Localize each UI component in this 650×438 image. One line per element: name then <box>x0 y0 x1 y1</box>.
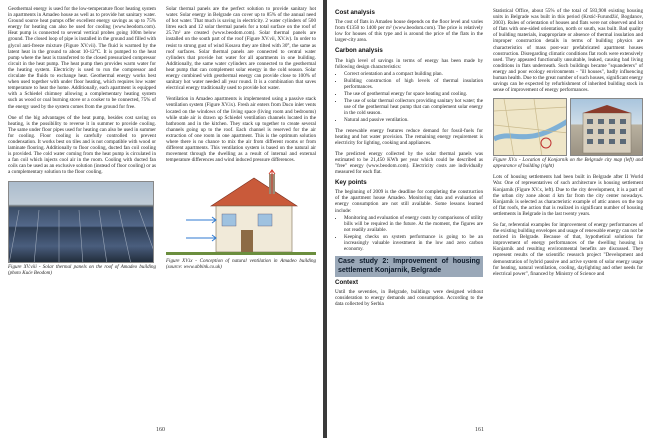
konjarnik-building-photo <box>570 98 643 156</box>
ventilation-paragraph: Ventilation in Amadeo apartments is implemented using a passive stack ventilation system (Figure XV.ix). Fresh air enters from Duco inlet vents located on the windows of the living space (living room and bedrooms) while stale air is drawn up Schiedel ventilation channels located in the bathroom and in the kitchen. They stack up together to create several channels going up to the roof. Each channel is reserved for the air extraction of one room in one apartment. This is the optimum solution where there is no chance to mix the air from different rooms or from different apartments. This ventilation system is based on the natural air movement through the dwelling as a result of internal and external temperature differences and wind induced pressure differences. <box>166 96 316 164</box>
konjarnik-figure <box>493 98 643 156</box>
key-points-paragraph: The beginning of 2009 is the deadline for completing the construction of the apartment house Amadeo. Monitoring data and evaluation of energy consumption are not still available. Some lessons learned include: <box>335 189 483 214</box>
page-number-right: 161 <box>475 427 484 433</box>
statistics-paragraph: Statistical Office, about 55% of the total of 583,908 existing housing units in Belgrade was built in this period (Krstić-Furundžić, Bogdanov, 2003). Rules of orientation of houses and flats were not observed and lot of flats with one-sided orientation, north or south, was built. Bad quality of building materials, inappropriate or absence of thermal insulation and improper construction details in terms of building physics are characteristics of mass post-war prefabricated apartment houses construction. Disregarding climatic conditions flat roofs were extensively used. They appeared functionally unsuitable, leaked, causing bad living conditions in flats underneath. Such buildings became "squanderers" of energy and poor ecology environments - "ill houses", badly influencing human health. Due to the great number of such houses, significant energy savings can be expected by refurbishment of inherited building stock in sense of improvement of energy performances. <box>493 8 643 94</box>
renewable-paragraph: The renewable energy features reduce demand for fossil-fuels for heating and hot water provision. The remaining energy requirement is electricity for lighting, cooking and appliances. <box>335 127 483 146</box>
key-points-list <box>335 215 483 253</box>
key-points-heading: Key points <box>335 179 367 187</box>
solar-panels-photo <box>8 181 154 263</box>
right-column-2 <box>493 8 643 282</box>
solar-photo-caption: Figure XV.viii - Solar thermal panels on the roof of Amadeo building (photo Kuće Beodom) <box>8 264 156 276</box>
referential-examples-paragraph: So far, referential examples for improvement of energy performances of the existing building envelopes and usage of renewable energy can not be noticed in Belgrade. Because of that, hypothetical solutions for improvement of energy performances of the dwelling housing in Konjarnik and resulting environmental benefits are discussed. They represent results of the scientific research project "Development and demonstration of hybrid passive and active system of solar energy usage for heating, natural ventilation, cooling, daylighting and other needs for electrical power", financed by Ministry of Science and <box>493 221 643 277</box>
list-item: • The use of geothermal energy for space heating and cooling. <box>344 91 483 97</box>
list-item: • Monitoring and evaluation of energy costs by comparisons of utility bills will be required in the future. At the moment, the figures are not readily available. <box>344 215 483 233</box>
carbon-analysis-heading: Carbon analysis <box>335 47 383 55</box>
left-page <box>0 0 323 438</box>
list-item: • The use of solar thermal collectors providing sanitary hot water; the use of the geothermal heat pump that can complement solar energy in the cold season. <box>344 98 483 116</box>
city-map-illustration <box>494 99 567 156</box>
list-item: • Correct orientation and a compact building plan. <box>344 71 483 77</box>
list-item: • Building construction of high levels of thermal insulation performances. <box>344 78 483 90</box>
right-page <box>327 0 650 438</box>
carbon-intro: The high level of savings in terms of energy has been made by following design characteristics: <box>335 57 483 70</box>
heat-pump-cooling-paragraph: One of the big advantages of the heat pump, besides cost saving on heating, is the possibility to reverse it in summer to provide cooling. The same under floor pipes used for heating can also be used in summer for cooling. Floor cooling is carefully controlled to prevent condensation. It works best on tiles and is not compatible with wood or laminate flooring. Additionally to floor cooling, ducted fan coil cooling is provided. The cold water coming from the heat pump is circulated in a fan coil which injects cool air in the room. Cooling with ducted fan coils can be used as an exclusive solution (instead of floor cooling) or as a complementary solution to the floor cooling. <box>8 114 156 176</box>
predicted-energy-paragraph: The predicted energy collected by the solar thermal panels was estimated to be 21,450 KWh per year which could be described as "free" energy (www.beodom.com). Electricity costs are individually measured for each flat. <box>335 150 483 176</box>
context-heading: Context <box>335 279 359 287</box>
cost-analysis-heading: Cost analysis <box>335 9 375 16</box>
carbon-bullet-list <box>335 71 483 124</box>
right-column-1 <box>335 8 483 313</box>
solar-thermal-paragraph: Solar thermal panels are the perfect solution to provide sanitary hot water. Solar energy in Belgrade can cover up to 85% of the annual need of hot water. That much is saving in electricity. 2 water cylinders of 500 litres each and 12 solar thermal panels for a total surface on the roof of 25.7m² are created (www.beodom.com). Solar thermal panels are installed on the south part of the roof (Figure XV.vii, XV.iv). In order to resist to strong gust of wind Kosava they are tilted with 30°, the same as roof surfaces. Solar thermal panels are connected to central water cylinders that provide hot water for all apartments in one building. Additionally, the same water cylinders are connected to the geothermal heat pump that can complement solar energy in the cold season. Solar energy combined with geothermal energy can provide close to 100% of sanitary hot water needed all year round. It is a combination that saves electrical energy traditionally used to provide hot water. <box>166 6 316 92</box>
list-item: • Keeping checks on system performance is going to be an increasingly valuable investment in the low and zero carbon economy. <box>344 234 483 252</box>
apartment-building-illustration <box>571 99 643 156</box>
list-item: • Natural and passive ventilation. <box>344 117 483 123</box>
house-ventilation-illustration <box>166 168 316 258</box>
geothermal-paragraph: Geothermal energy is used for the low-temperature floor heating system in apartments in Amadeo house as well as to provide hot sanitary water. Ground source heat pumps offer excellent energy savings as up to 75% energy for heating can also be used for cooling (www.beodom.com). Heat pump is connected to several vertical probes going 100m below ground. The closed loop of pipe is installed in the ground and filled with glycol anti-freeze mixture (Figure XV.vii). The fluid is warmed by the latent heat in the ground to about 10-12°C. It is pumped to the heat pump where the heat is transferred to the closed pressurized compressor circuit in the heat pump. The heat pump then provides warm water for the heating system. Electricity is used to run the compressor and circulate the fluids to exchange heat. Geothermal energy works best when used together with under floor heating, which requires low water temperature to heat the home. Additionally, each apartment is equipped with a Schiedel chimney allowing a complementary heating system such as wood or coal burning stove or a cooker to be connected, 75% of the energy used by the system comes from the ground for free. <box>8 6 156 110</box>
konjarnik-caption: Figure XV.x - Location of Konjarnik on the Belgrade city map (left) and appearance of building (right) <box>493 158 643 170</box>
konjarnik-map <box>493 98 567 156</box>
case-study-heading: Case study 2: Improvement of housing settlement Konjarnik, Belgrade <box>335 256 483 277</box>
page-number-left: 160 <box>156 427 165 433</box>
cost-analysis-paragraph: The cost of flats in Amadeo house depends on the floor level and varies from €1350 to 1400 per m² (www.beodom.com). The price is relatively low for houses of this type and is around the price of the flats in the larger-city area. <box>335 19 483 44</box>
context-paragraph: Until the seventies, in Belgrade, buildings were designed without consideration to energy demands and consumption. According to the data collected by Serbia <box>335 289 483 308</box>
solar-panels-illustration <box>9 182 154 263</box>
ventilation-caption: Figure XV.ix - Conception of natural ventilation in Amadeo building (source: www.abbink.co.uk) <box>166 259 316 271</box>
housing-settlements-paragraph: Lots of housing settlements had been built in Belgrade after II World War. One of representatives of such architecture is housing settlement Konjarnik (Figure XV.x, left). Due to the city development, it is a part of the urban city zone about 4 km far from the city center nowadays. Konjarnik is selected as characteristic example of attic annex on the top of flat roofs, the action that is realized in significant number of housing settlements in Belgrade in the last twenty years. <box>493 174 643 217</box>
ventilation-diagram <box>166 168 316 258</box>
left-column-1 <box>8 6 156 277</box>
left-column-2 <box>166 6 316 271</box>
